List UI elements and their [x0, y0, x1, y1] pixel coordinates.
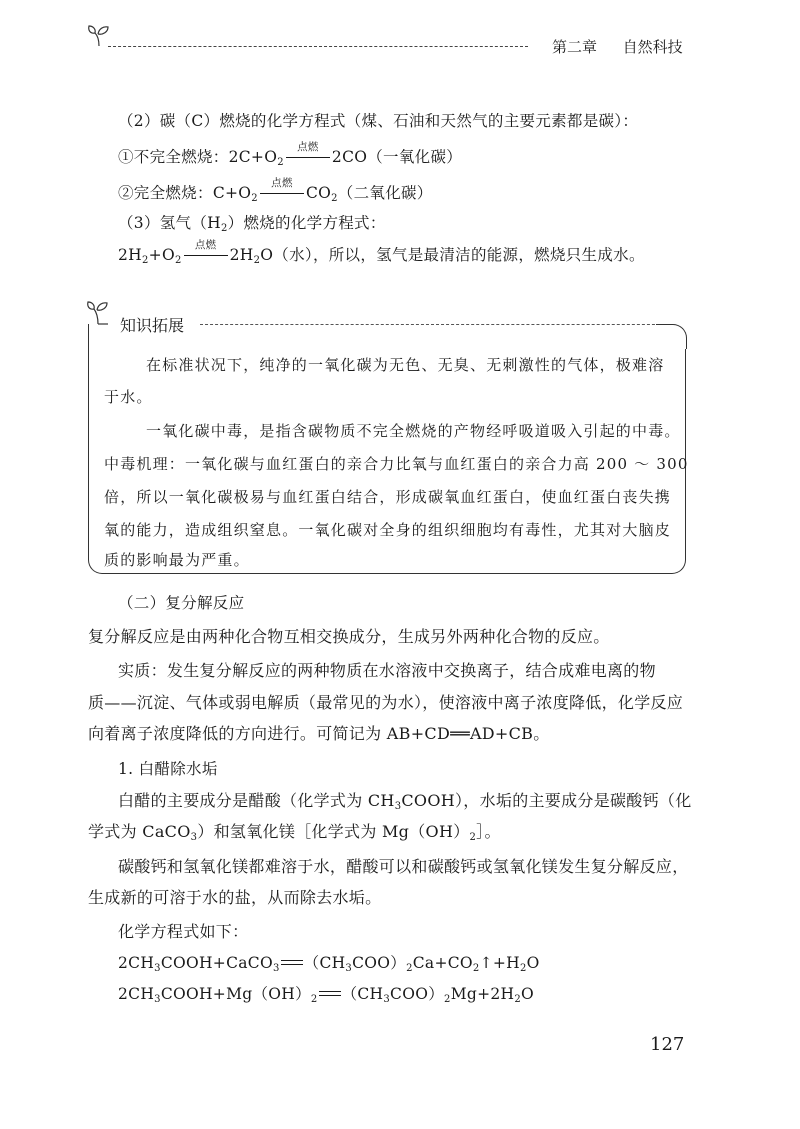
header-chapter: 第二章 自然科技: [552, 38, 683, 56]
box-text-line: 在标准状况下，纯净的一氧化碳为无色、无臭、无刺激性的气体，极难溶: [146, 356, 665, 374]
text-line: 碳酸钙和氢氧化镁都难溶于水，醋酸可以和碳酸钙或氢氧化镁发生复分解反应，: [118, 857, 689, 876]
equation-acetic-acid-mgoh2: $2CH_3COOH+Mg(OH)_2$ $(CH_3COO)_2Mg+2H_2O$: [118, 985, 535, 1005]
text-line: （3）氢气$(H_2)$燃烧的化学方程式：: [118, 214, 386, 234]
text-line: 质——沉淀、气体或弱电解质（最常见的为水），使溶液中离子浓度降低，化学反应: [88, 693, 684, 712]
equation-hydrogen-combustion: $2H_2+O_2$ 点燃 $2H_2O$（水），所以，氢气是最清洁的能源，燃烧只生成水。: [118, 239, 645, 266]
equation-incomplete-combustion: ①不完全燃烧：$2C+O_2$ 点燃 2CO（一氧化碳）: [118, 141, 463, 168]
box-text-line: 氧的能力，造成组织窒息。一氧化碳对全身的组织细胞均有毒性，尤其对大脑皮: [104, 521, 672, 539]
box-top-right-corner: [656, 324, 687, 349]
text-line: 白醋的主要成分是醋酸（化学式为 $CH_3COOH$），水垢的主要成分是碳酸钙（化: [118, 791, 692, 812]
box-text-line: 于水。: [104, 388, 153, 406]
header-title: 自然科技: [622, 38, 683, 56]
box-heading: 知识拓展: [120, 316, 185, 335]
box-text-line: 质的影响最为严重。: [104, 551, 250, 569]
box-text-line: 中毒机理：一氧化碳与血红蛋白的亲合力比氧与血红蛋白的亲合力高 200 ～ 300: [104, 455, 689, 473]
section-title: （二）复分解反应: [118, 594, 245, 612]
text-line: 向着离子浓度降低的方向进行。可简记为 AB+CD══AD+CB。: [88, 724, 550, 743]
text-line: 学式为 CaCO$_3$）和氢氧化镁［化学式为 $Mg(OH)_2]$。: [88, 822, 501, 843]
equation-acetic-acid-caco3: $2CH_3COOH+CaCO_3$ $(CH_3COO)_2Ca+CO_2↑+H_2O$: [118, 954, 540, 974]
header-rule: [108, 46, 528, 47]
text-line: 实质：发生复分解反应的两种物质在水溶液中交换离子，结合成难电离的物: [118, 661, 656, 680]
box-text-line: 倍，所以一氧化碳极易与血红蛋白结合，形成碳氧血红蛋白，使血红蛋白丧失携: [104, 488, 672, 506]
subsection-title: 1. 白醋除水垢: [118, 760, 218, 778]
text-line: （2）碳（C）燃烧的化学方程式（煤、石油和天然气的主要元素都是碳）：: [118, 112, 639, 130]
text-line: 生成新的可溶于水的盐，从而除去水垢。: [88, 888, 382, 907]
box-text-line: 一氧化碳中毒，是指含碳物质不完全燃烧的产物经呼吸道吸入引起的中毒。: [146, 422, 681, 440]
text-line: 复分解反应是由两种化合物互相交换成分，生成另外两种化合物的反应。: [88, 627, 610, 646]
text-line: 化学方程式如下：: [118, 922, 249, 941]
page-number: 127: [650, 1034, 685, 1055]
equation-complete-combustion: ②完全燃烧：$C+O_2$ 点燃 $CO_2$（二氧化碳）: [118, 177, 433, 204]
header-sprout-icon: [86, 22, 112, 52]
